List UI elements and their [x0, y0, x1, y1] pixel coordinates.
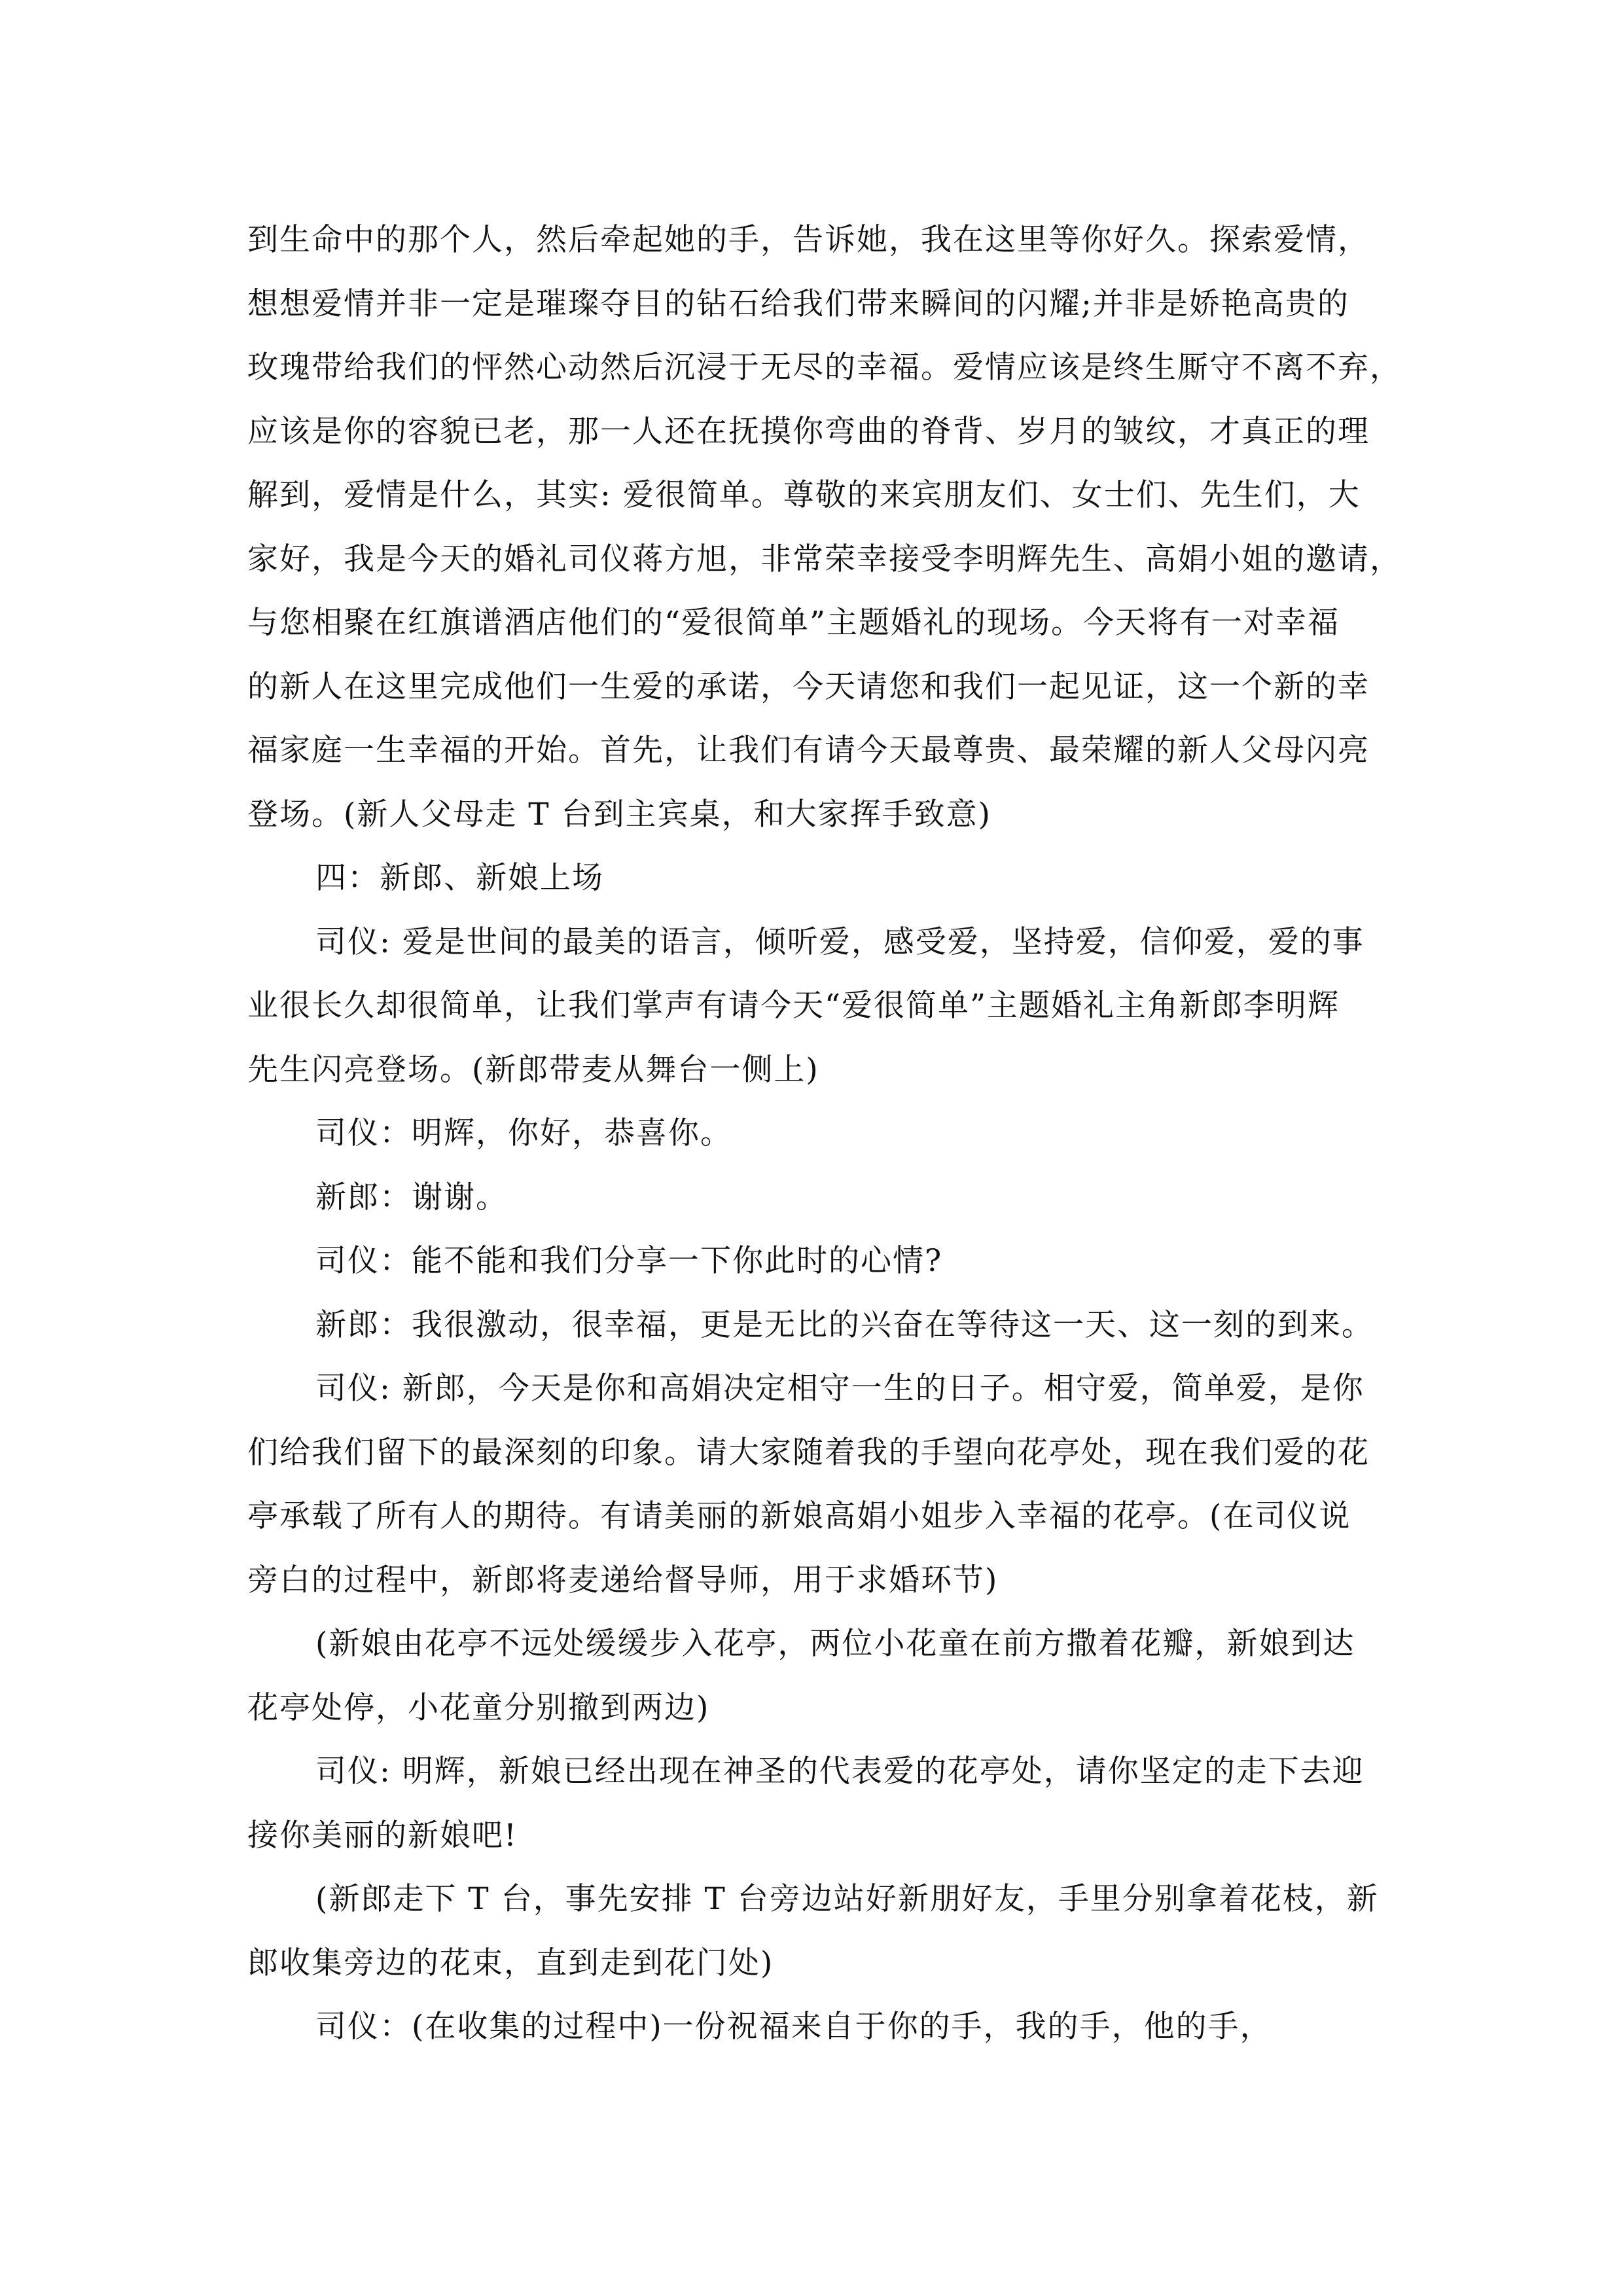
text-line: 旁白的过程中，新郎将麦递给督导师，用于求婚环节) — [247, 1562, 999, 1598]
text-line: 想想爱情并非一定是璀璨夺目的钻石给我们带来瞬间的闪耀;并非是娇艳高贵的 — [247, 285, 1349, 322]
text-line: 郎收集旁边的花束，直到走到花门处) — [247, 1945, 774, 1981]
text-line: 登场。(新人父母走 T 台到主宾桌，和大家挥手致意) — [247, 796, 991, 833]
text-line: 的新人在这里完成他们一生爱的承诺，今天请您和我们一起见证，这一个新的幸 — [247, 668, 1370, 705]
text-line: 先生闪亮登场。(新郎带麦从舞台一侧上) — [247, 1051, 819, 1088]
text-line: 与您相聚在红旗谱酒店他们的“爱很简单”主题婚礼的现场。今天将有一对幸福 — [247, 605, 1340, 641]
text-line: 玫瑰带给我们的怦然心动然后沉浸于无尽的幸福。爱情应该是终生厮守不离不弃， — [247, 350, 1402, 386]
text-line: 接你美丽的新娘吧! — [247, 1817, 518, 1854]
text-line: 到生命中的那个人，然后牵起她的手，告诉她，我在这里等你好久。探索爱情， — [247, 222, 1370, 258]
text-line: 家好，我是今天的婚礼司仪蒋方旭，非常荣幸接受李明辉先生、高娟小姐的邀请， — [247, 541, 1402, 577]
text-line: 亭承载了所有人的期待。有请美丽的新娘高娟小姐步入幸福的花亭。(在司仪说 — [247, 1498, 1351, 1534]
text-line: 解到，爱情是什么，其实: 爱很简单。尊敬的来宾朋友们、女士们、先生们，大 — [247, 477, 1361, 513]
text-line: 新郎：我很激动，很幸福，更是无比的兴奋在等待这一天、这一刻的到来。 — [315, 1306, 1374, 1343]
text-line: 四：新郎、新娘上场 — [315, 860, 604, 896]
text-line: 司仪: 新郎，今天是你和高娟决定相守一生的日子。相守爱，简单爱，是你 — [315, 1371, 1364, 1407]
text-line: (新郎走下 T 台，事先安排 T 台旁边站好新朋好友，手里分别拿着花枝，新 — [315, 1881, 1379, 1917]
text-line: (新娘由花亭不远处缓缓步入花亭，两位小花童在前方撒着花瓣，新娘到达 — [315, 1626, 1355, 1662]
text-line: 应该是你的容貌已老，那一人还在抚摸你弯曲的脊背、岁月的皱纹，才真正的理 — [247, 413, 1370, 450]
text-line: 们给我们留下的最深刻的印象。请大家随着我的手望向花亭处，现在我们爱的花 — [247, 1434, 1370, 1471]
text-line: 福家庭一生幸福的开始。首先，让我们有请今天最尊贵、最荣耀的新人父母闪亮 — [247, 732, 1370, 768]
text-line: 新郎：谢谢。 — [315, 1179, 508, 1215]
document-page — [247, 208, 1402, 2059]
text-line: 司仪: 明辉，新娘已经出现在神圣的代表爱的花亭处，请你坚定的走下去迎 — [315, 1753, 1364, 1789]
text-line: 司仪: 爱是世间的最美的语言，倾听爱，感受爱，坚持爱，信仰爱，爱的事 — [315, 924, 1364, 960]
text-line: 司仪：(在收集的过程中)一份祝福来自于你的手，我的手，他的手， — [315, 2009, 1272, 2045]
text-line: 司仪：明辉，你好，恭喜你。 — [315, 1115, 732, 1151]
document-body — [247, 208, 1402, 2059]
text-line: 业很长久却很简单，让我们掌声有请今天“爱很简单”主题婚礼主角新郎李明辉 — [247, 988, 1340, 1024]
text-line: 花亭处停，小花童分别撤到两边) — [247, 1689, 710, 1726]
text-line: 司仪：能不能和我们分享一下你此时的心情? — [315, 1243, 943, 1279]
